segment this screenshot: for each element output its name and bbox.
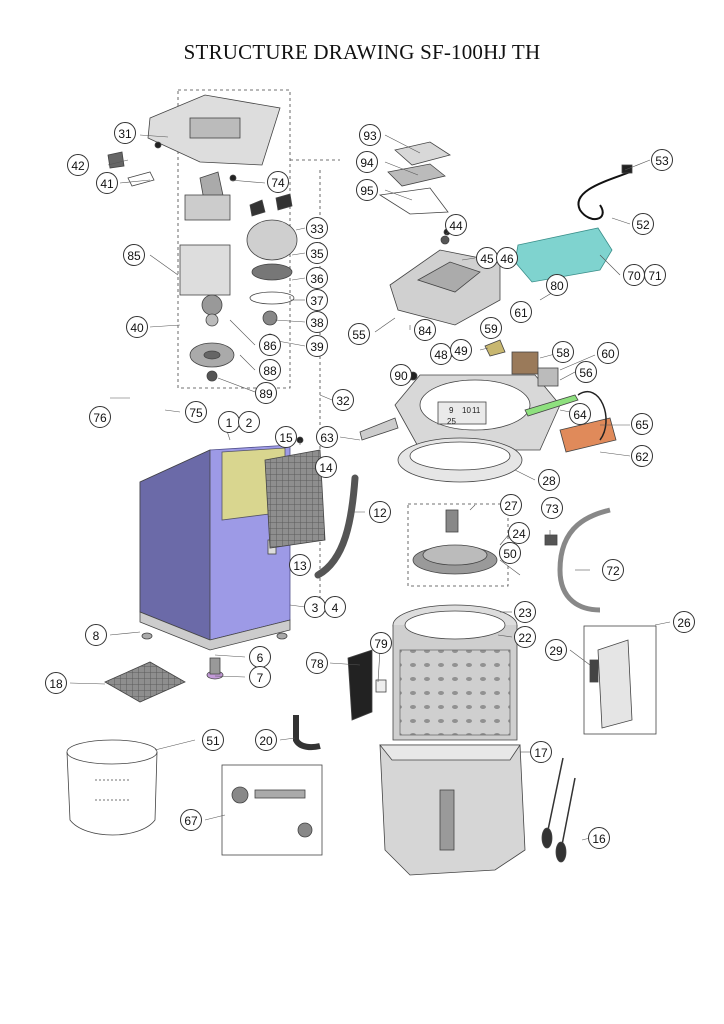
callout-3: 3 bbox=[304, 596, 326, 618]
callout-16: 16 bbox=[588, 827, 610, 849]
callout-85: 85 bbox=[123, 244, 145, 266]
callout-88: 88 bbox=[259, 359, 281, 381]
drawing-title: STRUCTURE DRAWING SF-100HJ TH bbox=[183, 40, 541, 64]
callout-36: 36 bbox=[306, 267, 328, 289]
callout-22: 22 bbox=[514, 626, 536, 648]
callout-71: 71 bbox=[644, 264, 666, 286]
callout-73: 73 bbox=[541, 497, 563, 519]
callout-63: 63 bbox=[316, 426, 338, 448]
callout-94: 94 bbox=[356, 151, 378, 173]
label-25: 25 bbox=[447, 417, 456, 426]
callout-93: 93 bbox=[359, 124, 381, 146]
callout-39: 39 bbox=[306, 335, 328, 357]
callout-15: 15 bbox=[275, 426, 297, 448]
callout-78: 78 bbox=[306, 652, 328, 674]
callout-90: 90 bbox=[390, 364, 412, 386]
callout-29: 29 bbox=[545, 639, 567, 661]
callout-80: 80 bbox=[546, 274, 568, 296]
callout-52: 52 bbox=[632, 213, 654, 235]
callout-14: 14 bbox=[315, 456, 337, 478]
callout-51: 51 bbox=[202, 729, 224, 751]
callout-27: 27 bbox=[500, 494, 522, 516]
callout-38: 38 bbox=[306, 311, 328, 333]
callout-49: 49 bbox=[450, 339, 472, 361]
callout-79: 79 bbox=[370, 632, 392, 654]
callout-23: 23 bbox=[514, 601, 536, 623]
label-9: 9 bbox=[449, 406, 454, 415]
callout-59: 59 bbox=[480, 317, 502, 339]
callout-89: 89 bbox=[255, 382, 277, 404]
callout-65: 65 bbox=[631, 413, 653, 435]
callout-75: 75 bbox=[185, 401, 207, 423]
callout-37: 37 bbox=[306, 289, 328, 311]
callout-72: 72 bbox=[602, 559, 624, 581]
callout-42: 42 bbox=[67, 154, 89, 176]
callout-13: 13 bbox=[289, 554, 311, 576]
callout-74: 74 bbox=[267, 171, 289, 193]
callout-18: 18 bbox=[45, 672, 67, 694]
callout-44: 44 bbox=[445, 214, 467, 236]
callout-60: 60 bbox=[597, 342, 619, 364]
callout-76: 76 bbox=[89, 406, 111, 428]
callout-64: 64 bbox=[569, 403, 591, 425]
callout-95: 95 bbox=[356, 179, 378, 201]
callout-20: 20 bbox=[255, 729, 277, 751]
callout-28: 28 bbox=[538, 469, 560, 491]
callout-40: 40 bbox=[126, 316, 148, 338]
label-10: 10 bbox=[462, 406, 471, 415]
callout-48: 48 bbox=[430, 343, 452, 365]
callout-4: 4 bbox=[324, 596, 346, 618]
callout-67: 67 bbox=[180, 809, 202, 831]
callout-41: 41 bbox=[96, 172, 118, 194]
callout-35: 35 bbox=[306, 242, 328, 264]
callout-55: 55 bbox=[348, 323, 370, 345]
callout-61: 61 bbox=[510, 301, 532, 323]
callout-70: 70 bbox=[623, 264, 645, 286]
callout-26: 26 bbox=[673, 611, 695, 633]
label-11: 11 bbox=[472, 406, 481, 415]
callout-86: 86 bbox=[259, 334, 281, 356]
callout-33: 33 bbox=[306, 217, 328, 239]
callout-31: 31 bbox=[114, 122, 136, 144]
callout-45: 45 bbox=[476, 247, 498, 269]
callout-32: 32 bbox=[332, 389, 354, 411]
callout-7: 7 bbox=[249, 666, 271, 688]
callout-1: 1 bbox=[218, 411, 240, 433]
callout-24: 24 bbox=[508, 522, 530, 544]
callout-46: 46 bbox=[496, 247, 518, 269]
callout-6: 6 bbox=[249, 646, 271, 668]
callout-50: 50 bbox=[499, 542, 521, 564]
callout-56: 56 bbox=[575, 361, 597, 383]
callout-84: 84 bbox=[414, 319, 436, 341]
callout-17: 17 bbox=[530, 741, 552, 763]
callout-12: 12 bbox=[369, 501, 391, 523]
callout-8: 8 bbox=[85, 624, 107, 646]
callout-2: 2 bbox=[238, 411, 260, 433]
callout-53: 53 bbox=[651, 149, 673, 171]
callout-62: 62 bbox=[631, 445, 653, 467]
callout-58: 58 bbox=[552, 341, 574, 363]
